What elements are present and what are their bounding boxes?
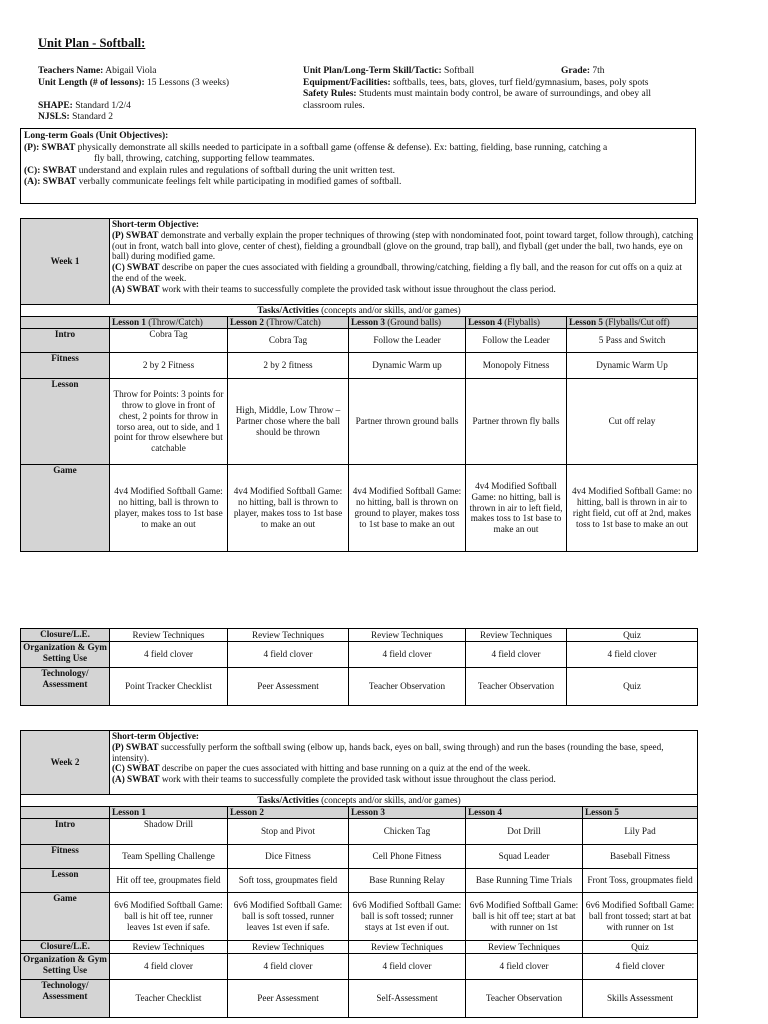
week2-cell: 6v6 Modified Softball Game: ball is soft tossed; runner stays at 1st even if out.: [349, 893, 466, 941]
week1-cell: 4 field clover: [466, 642, 567, 668]
week1-cell: Review Techniques: [466, 629, 567, 642]
week1-row-organization-gym-setting-use: [21, 642, 698, 668]
week2-table: [20, 730, 698, 1018]
week2-row-label: Technology/ Assessment: [21, 980, 110, 1018]
header-left: [38, 66, 298, 124]
week2-cell: Base Running Time Trials: [466, 869, 583, 893]
week2-row-label: Game: [21, 893, 110, 941]
week2-row-technology-assessment: [21, 980, 698, 1018]
teacher-line: Teachers Name: Abigail Viola: [38, 66, 157, 76]
week1-cell: 4v4 Modified Softball Game: no hitting, ball is thrown to player, makes toss to 1st base to make an out: [110, 465, 228, 552]
week1-cell: Dynamic Warm Up: [567, 353, 698, 379]
week1-cell: Peer Assessment: [228, 668, 349, 706]
shape-line: SHAPE: Standard 1/2/4: [38, 100, 131, 111]
week1-row-label: Technology/ Assessment: [21, 668, 110, 706]
week1-cell: Quiz: [567, 629, 698, 642]
week1-row-intro: [21, 329, 698, 353]
week2-lesson-1-header: Lesson 1: [110, 807, 228, 819]
week2-cell: Lily Pad: [583, 819, 698, 845]
week2-cell: Cell Phone Fitness: [349, 845, 466, 869]
week1-row-label: Closure/L.E.: [21, 629, 110, 642]
week1-cell: Point Tracker Checklist: [110, 668, 228, 706]
week2-cell: Review Techniques: [110, 941, 228, 954]
week1-cell: Review Techniques: [228, 629, 349, 642]
week2-cell: Team Spelling Challenge: [110, 845, 228, 869]
week1-row-closure-l-e: [21, 629, 698, 642]
week1-cell: Cobra Tag: [110, 329, 228, 353]
week1-cell: Review Techniques: [110, 629, 228, 642]
week2-cell: Chicken Tag: [349, 819, 466, 845]
week2-cell: Review Techniques: [466, 941, 583, 954]
week2-objective: Short-term Objective: (P) SWBAT successfully perform the softball swing (elbow up, hands back, eyes on ball, swing through) and run the bases (rounding the base, speed, intensity). (C) SWBAT describe on paper the cues associated with hitting and base running on a quiz at the end of the week. (A) SWBAT work with their teams to successfully complete the provided task without issue throughout the class period.: [110, 731, 698, 795]
week1-row-game: [21, 465, 698, 552]
week1-cell: Quiz: [567, 668, 698, 706]
week2-lesson-5-header: Lesson 5: [583, 807, 698, 819]
long-term-goals: Long-term Goals (Unit Objectives): (P): SWBAT physically demonstrate all skills needed to participate in a softball game (offense & defense). Ex: batting, fielding, base running, catching a fly ball, throwing, catching, supporting fellow teammates. (C): SWBAT understand and explain rules and regulations of softball during the unit written test. (A): SWBAT verbally communicate feelings felt while participating in modified games of softball.: [20, 128, 696, 204]
week2-cell: Shadow Drill: [110, 819, 228, 845]
week2-cell: 4 field clover: [466, 954, 583, 980]
week2-cell: Self-Assessment: [349, 980, 466, 1018]
week1-cell: 4 field clover: [567, 642, 698, 668]
week1-row-fitness: [21, 353, 698, 379]
week1-cell: 4 field clover: [349, 642, 466, 668]
week1-cell: Cut off relay: [567, 379, 698, 465]
week2-cell: Teacher Checklist: [110, 980, 228, 1018]
week2-row-lesson: [21, 869, 698, 893]
week1-table-continued: [20, 628, 698, 706]
week2-cell: 4 field clover: [110, 954, 228, 980]
week2-row-label: Lesson: [21, 869, 110, 893]
week2-cell: 6v6 Modified Softball Game: ball is hit off tee; start at bat with runner on 1st: [466, 893, 583, 941]
week2-row-label: Organization & Gym Setting Use: [21, 954, 110, 980]
week2-lesson-4-header: Lesson 4: [466, 807, 583, 819]
week1-cell: Teacher Observation: [466, 668, 567, 706]
week2-cell: Review Techniques: [228, 941, 349, 954]
week2-row-intro: [21, 819, 698, 845]
week2-objective-row: [21, 731, 698, 795]
week1-cell: 4v4 Modified Softball Game: no hitting, ball is thrown to player, makes toss to 1st base to make an out: [228, 465, 349, 552]
week1-cell: 2 by 2 fitness: [228, 353, 349, 379]
njsls-line: NJSLS: Standard 2: [38, 112, 113, 122]
week2-cell: Teacher Observation: [466, 980, 583, 1018]
week2-cell: Skills Assessment: [583, 980, 698, 1018]
week2-cell: Review Techniques: [349, 941, 466, 954]
week2-cell: 4 field clover: [583, 954, 698, 980]
week1-table: [20, 218, 698, 552]
week1-cell: 2 by 2 Fitness: [110, 353, 228, 379]
week1-cell: Partner thrown ground balls: [349, 379, 466, 465]
week1-row-label: Fitness: [21, 353, 110, 379]
week2-cell: Quiz: [583, 941, 698, 954]
week2-row-closure-l-e: [21, 941, 698, 954]
week1-cell: 4v4 Modified Softball Game: no hitting, ball is thrown in air to right field, cut off at 2nd, makes toss to 1st base to make an out: [567, 465, 698, 552]
week2-row-fitness: [21, 845, 698, 869]
unit-length-line: Unit Length (# of lessons): 15 Lessons (3 weeks): [38, 77, 230, 88]
week2-cell: 4 field clover: [228, 954, 349, 980]
week1-cell: High, Middle, Low Throw – Partner chose where the ball should be thrown: [228, 379, 349, 465]
week1-cell: 4 field clover: [228, 642, 349, 668]
week1-lesson-3-header: Lesson 3 (Ground balls): [349, 317, 466, 329]
week2-lesson-2-header: Lesson 2: [228, 807, 349, 819]
week1-cell: 4 field clover: [110, 642, 228, 668]
week2-lesson-header-row: [21, 807, 698, 819]
week1-cell: Throw for Points: 3 points for throw to glove in front of chest, 2 points for throw in torso area, out to side, and 1 point for throw elsewhere but catchable: [110, 379, 228, 465]
week2-row-label: Intro: [21, 819, 110, 845]
week2-row-organization-gym-setting-use: [21, 954, 698, 980]
week2-tasks-heading: Tasks/Activities (concepts and/or skills, and/or games): [21, 795, 698, 807]
header-right: [303, 66, 673, 112]
week1-tasks-heading: Tasks/Activities (concepts and/or skills, and/or games): [21, 305, 698, 317]
week2-row-label: Fitness: [21, 845, 110, 869]
week2-cell: Front Toss, groupmates field: [583, 869, 698, 893]
week1-cell: Teacher Observation: [349, 668, 466, 706]
week1-lesson-1-header: Lesson 1 (Throw/Catch): [110, 317, 228, 329]
week2-cell: Base Running Relay: [349, 869, 466, 893]
week1-row-label: Organization & Gym Setting Use: [21, 642, 110, 668]
week2-cell: 6v6 Modified Softball Game: ball front tossed; start at bat with runner on 1st: [583, 893, 698, 941]
week1-cell: Dynamic Warm up: [349, 353, 466, 379]
week2-cell: 6v6 Modified Softball Game: ball is hit off tee, runner leaves 1st even if safe.: [110, 893, 228, 941]
week1-corner: [21, 317, 110, 329]
week1-cell: Partner thrown fly balls: [466, 379, 567, 465]
week2-cell: 6v6 Modified Softball Game: ball is soft tossed, runner leaves 1st even if safe.: [228, 893, 349, 941]
page-title: Unit Plan - Softball:: [38, 36, 146, 50]
skill-line: Unit Plan/Long-Term Skill/Tactic: Softball Grade: 7th: [303, 66, 605, 76]
week1-cell: 4v4 Modified Softball Game: no hitting, ball is thrown in air to left field, makes toss to 1st base to make an out: [466, 465, 567, 552]
week2-cell: Soft toss, groupmates field: [228, 869, 349, 893]
week1-cell: Monopoly Fitness: [466, 353, 567, 379]
week2-cell: Dice Fitness: [228, 845, 349, 869]
week2-cell: Hit off tee, groupmates field: [110, 869, 228, 893]
week1-tasks-row: [21, 305, 698, 317]
week1-cell: 4v4 Modified Softball Game: no hitting, ball is thrown on ground to player, makes toss to 1st base to make an out: [349, 465, 466, 552]
week2-row-label: Closure/L.E.: [21, 941, 110, 954]
week1-row-label: Intro: [21, 329, 110, 353]
week1-objective-row: [21, 219, 698, 305]
week1-cell: Follow the Leader: [349, 329, 466, 353]
week1-lesson-4-header: Lesson 4 (Flyballs): [466, 317, 567, 329]
week1-lesson-5-header: Lesson 5 (Flyballs/Cut off): [567, 317, 698, 329]
week2-cell: 4 field clover: [349, 954, 466, 980]
week2-cell: Baseball Fitness: [583, 845, 698, 869]
week2-cell: Dot Drill: [466, 819, 583, 845]
safety-line: Safety Rules: Students must maintain body control, be aware of surroundings, and obey all classroom rules.: [303, 89, 652, 111]
week1-row-label: Game: [21, 465, 110, 552]
week1-cell: 5 Pass and Switch: [567, 329, 698, 353]
week1-cell: Cobra Tag: [228, 329, 349, 353]
week1-cell: Follow the Leader: [466, 329, 567, 353]
week1-row-technology-assessment: [21, 668, 698, 706]
week1-row-label: Lesson: [21, 379, 110, 465]
week1-row-lesson: [21, 379, 698, 465]
week2-label: Week 2: [21, 731, 110, 795]
week2-cell: Stop and Pivot: [228, 819, 349, 845]
equipment-line: Equipment/Facilities: softballs, tees, bats, gloves, turf field/gymnasium, bases, poly spots: [303, 77, 649, 88]
week1-label: Week 1: [21, 219, 110, 305]
week1-lesson-header-row: [21, 317, 698, 329]
week2-lesson-3-header: Lesson 3: [349, 807, 466, 819]
week1-objective: Short-term Objective: (P) SWBAT demonstrate and verbally explain the proper techniques of throwing (step with nondominated foot, point toward target, follow through), catching (out in front, watch ball into glove, center of chest), fielding a groundball (glove on the ground, trap ball), and flyball (get under the ball, two hands, eye on ball) during modified game. (C) SWBAT describe on paper the cues associated with fielding a groundball, throwing/catching, fielding a fly ball, and the reason for cut offs on a quiz at the end of the week. (A) SWBAT work with their teams to successfully complete the provided task without issue throughout the class period.: [110, 219, 698, 305]
week2-corner: [21, 807, 110, 819]
week1-cell: Review Techniques: [349, 629, 466, 642]
week2-cell: Peer Assessment: [228, 980, 349, 1018]
week2-cell: Squad Leader: [466, 845, 583, 869]
week2-tasks-row: [21, 795, 698, 807]
week1-lesson-2-header: Lesson 2 (Throw/Catch): [228, 317, 349, 329]
week2-row-game: [21, 893, 698, 941]
